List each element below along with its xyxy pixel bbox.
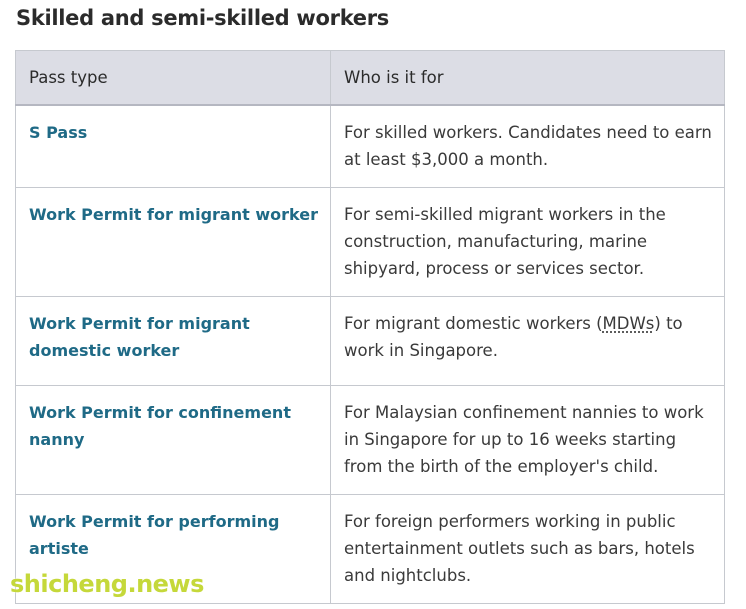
column-header-pass-type: Pass type (16, 51, 331, 105)
table-row (16, 385, 725, 494)
watermark-logo: shicheng.news (10, 570, 204, 598)
pass-type-link-work-permit-domestic-worker[interactable]: Work Permit for migrant domestic worker (16, 296, 331, 385)
pass-type-link-work-permit-migrant-worker[interactable]: Work Permit for migrant worker (16, 187, 331, 296)
table-row (16, 187, 725, 296)
pass-type-table (15, 50, 725, 604)
table-header-row (16, 51, 725, 105)
pass-type-link-s-pass[interactable]: S Pass (16, 105, 331, 188)
pass-type-link-work-permit-performing-artiste[interactable]: Work Permit for performing artiste (16, 494, 331, 603)
column-header-who-is-it-for: Who is it for (331, 51, 725, 105)
pass-description: For foreign performers working in public entertainment outlets such as bars, hotels and nightclubs. (331, 494, 725, 603)
pass-description: For semi-skilled migrant workers in the construction, manufacturing, marine shipyard, process or services sector. (331, 187, 725, 296)
table-row (16, 105, 725, 188)
pass-description: For skilled workers. Candidates need to earn at least $3,000 a month. (331, 105, 725, 188)
section-title: Skilled and semi-skilled workers (16, 6, 390, 30)
pass-description: For Malaysian confinement nannies to work in Singapore for up to 16 weeks starting from the birth of the employer's child. (331, 385, 725, 494)
description-text: ) to work in Singapore. (344, 313, 683, 360)
description-text: For migrant domestic workers ( (344, 313, 603, 333)
table-row (16, 296, 725, 385)
pass-type-link-work-permit-confinement-nanny[interactable]: Work Permit for confinement nanny (16, 385, 331, 494)
pass-description (331, 296, 725, 385)
abbreviation-mdws[interactable]: MDWs (602, 313, 655, 333)
